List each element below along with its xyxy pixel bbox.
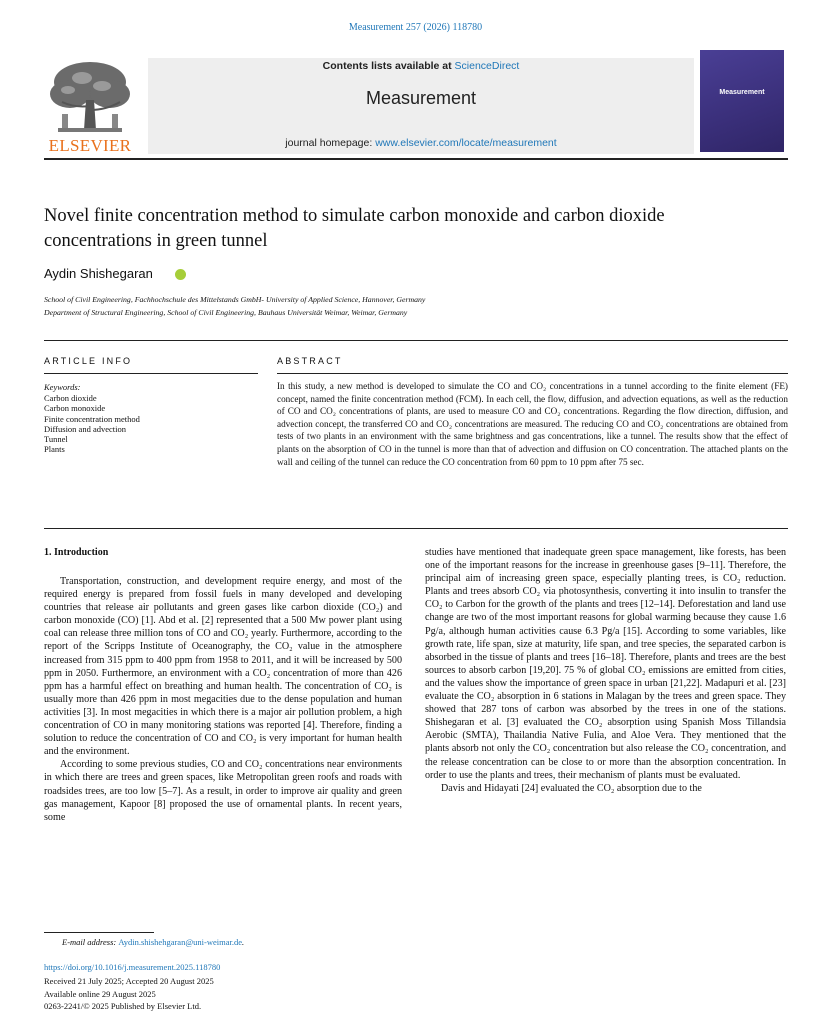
keyword: Diffusion and advection xyxy=(44,423,126,434)
abstract-text: In this study, a new method is developed to simulate the CO and CO₂ concentrations in a tunnel according to the finite element (FE) concept, named the finite concentration method (FCM). In each cell, the flow, diffusion, and advection equations, as well as the reduction of CO and CO₂ concentrations of plants, are used to measure CO and CO₂ concentrations. Regarding the flow direction, diffusion, and advection concept, the transferred CO and CO₂ concentrations are measured. The reducing CO and CO₂ concentrations are obtained from tests of two plants in an environment with the same brightness and gas concentrations, like a tunnel. The results show that the effect of plants on the absorption of CO in the tunnel is more than that of advection and diffusion on CO concentration. The attached plants on the wall and ceiling of the tunnel can reduce the CO concentration from 60 ppm to 10 ppm after 75 sec. xyxy=(277,381,788,467)
keyword: Carbon monoxide xyxy=(44,403,106,414)
journal-cover-image[interactable] xyxy=(700,50,784,152)
email-suffix: . xyxy=(242,937,245,947)
abstract-bottom-rule xyxy=(44,528,788,529)
contents-line xyxy=(148,60,694,72)
keywords-list xyxy=(44,393,140,455)
journal-name: Measurement xyxy=(365,88,477,108)
affiliation-1: School of Civil Engineering, Fachhochschule des Mittelstands GmbH- University of Applied Science, Hannover, Germany xyxy=(44,295,426,304)
header-rule xyxy=(44,158,788,160)
footnote-rule xyxy=(44,932,154,933)
received-accepted: Received 21 July 2025; Accepted 20 August 2025 xyxy=(44,976,214,986)
keyword: Finite concentration method xyxy=(44,413,140,424)
email-link[interactable]: Aydin.shishehgaran@uni-weimar.de xyxy=(118,937,243,947)
abstract-rule xyxy=(277,373,788,374)
right-column xyxy=(425,546,786,795)
title-rule xyxy=(44,340,788,341)
homepage-link[interactable]: www.elsevier.com/locate/measurement xyxy=(375,137,557,149)
paragraph: Davis and Hidayati [24] evaluated the CO₂ absorption due to the xyxy=(441,782,702,794)
journal-reference[interactable]: Measurement 257 (2026) 118780 xyxy=(348,22,483,33)
doi-link[interactable]: https://doi.org/10.1016/j.measurement.2025.118780 xyxy=(44,962,221,972)
introduction-heading: 1. Introduction xyxy=(44,547,109,558)
paragraph: studies have mentioned that inadequate green space management, like forests, has been one of the important reasons for the increase in greenhouse gases [9–11]. Therefore, the principal aim of increasing green space, especially planting trees, is CO₂ reduction. Plants and trees absorb CO₂ via photosynthesis, converting it into insulin to transfer the CO₂ to Carbon for the growth of the plants and trees [12–14]. Deforestation and land use change are two of the most important reasons for global warming because they cause 1.6 Pg/a, although human activities cause 6.3 Pg/a [15]. According to some variables, like growth rate, life span, size at maturity, life span, and tree species, the separated carbon is absorbed in the tissue of plants and trees [16–18]. Therefore, plants and trees are the best sources to absorb carbon [19,20]. 75 % of global CO₂ emissions are emitted from cities, and the values show the importance of green space in urban [21,22]. Madapuri et al. [23] evaluate the CO₂ absorption in 6 stations in Malagan by the trees and green space. They showed that 287 tons of carbon was absorbed by the trees in one of the stations. Shishegaran et al. [3] evaluated the CO₂ absorption using Spanish Moss Tillandsia Aerobic (SMTA), Thailandia Native Fulia, and Aloe Vera. They mentioned that the plants absorb not only the CO₂ concentration but also release the CO₂ concentration, and the release concentration can be close to or more than the absorption concentration. In order to use the plants and trees, their mechanism of plants must be evaluated. xyxy=(425,547,786,781)
publication-dates xyxy=(44,975,214,1013)
cover-title: Measurement xyxy=(719,89,765,96)
author-name[interactable]: Aydin Shishegaran xyxy=(44,266,153,281)
homepage-line xyxy=(148,137,694,149)
keywords-label: Keywords: xyxy=(44,382,81,392)
copyright: 0263-2241/© 2025 Published by Elsevier Ltd. xyxy=(44,1001,202,1011)
article-title: Novel finite concentration method to simulate carbon monoxide and carbon dioxide concentrations in green tunnel xyxy=(44,206,665,251)
affiliation-2: Department of Structural Engineering, School of Civil Engineering, Bauhaus Universität Weimar, Weimar, Germany xyxy=(44,308,408,317)
left-column xyxy=(44,575,402,824)
contents-prefix: Contents lists available at xyxy=(322,60,455,72)
orcid-icon[interactable] xyxy=(175,269,186,280)
email-label: E-mail address: xyxy=(62,937,119,947)
abstract-heading: ABSTRACT xyxy=(277,356,343,366)
homepage-prefix: journal homepage: xyxy=(285,137,376,149)
article-info-rule xyxy=(44,373,258,374)
keyword: Tunnel xyxy=(44,434,68,445)
paragraph: Transportation, construction, and development require energy, and most of the required energy is prepared from fossil fuels in many developed and developing countries that release air pollutants and green gases like carbon dioxide (CO₂) and carbon monoxide (CO) [1]. Abd et al. [2] represented that a 500 Mw power plant using coal can release three million tons of CO and CO₂ yearly. Furthermore, according to the report of the Scripps Institute of Oceanography, the CO₂ value in the atmosphere increased from 315 ppm to 400 ppm from 1958 to 2011, and it will be increased by 500 ppm in 2050. Furthermore, an environment with a CO₂ concentration of more than 426 ppm has a harmful effect on breathing and human health. The concentration of CO₂ is usually more than 426 ppm in most megacities due to the dense population and human activities [3]. In most megacities in which there is a major air pollution problem, a high concentration of CO in many monitoring stations was reported [4]. Therefore, finding a solution to reduce the concentration of CO and CO₂ is very important for human health and the environment. xyxy=(44,576,402,758)
article-info-heading: ARTICLE INFO xyxy=(44,356,133,366)
elsevier-wordmark: ELSEVIER xyxy=(48,136,132,155)
paragraph: According to some previous studies, CO and CO₂ concentrations near environments in which there are trees and green spaces, like Metropolitan green roofs and roads with roadsides trees, are too low [5–7]. As a result, in order to improve air quality and green gas management, Kapoor [8] proposed the use of ornamental plants. In recent years, some xyxy=(44,759,402,823)
available-online: Available online 29 August 2025 xyxy=(44,988,156,999)
keyword: Plants xyxy=(44,444,65,455)
keyword: Carbon dioxide xyxy=(44,393,97,403)
sciencedirect-link[interactable]: ScienceDirect xyxy=(454,60,520,72)
email-footnote xyxy=(62,937,244,947)
